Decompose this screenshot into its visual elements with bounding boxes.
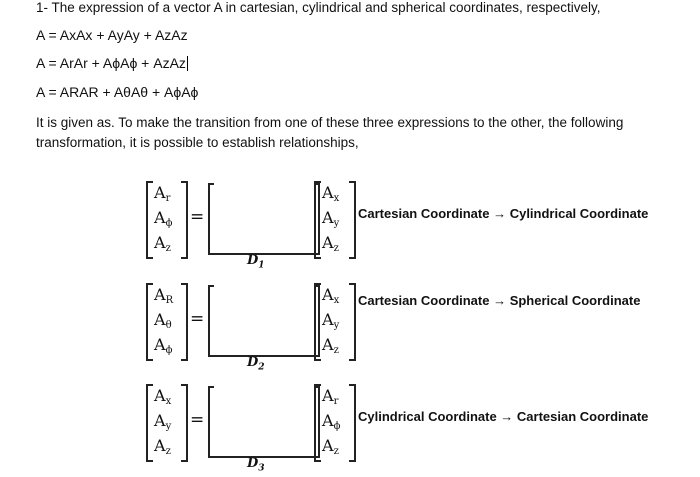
transform-label: Cylindrical Coordinate → Cartesian Coordinate	[358, 409, 649, 424]
equals-sign: =	[190, 309, 205, 329]
transform-block-1	[140, 181, 680, 271]
vector-component: $A_x$	[322, 183, 340, 204]
paragraph: It is given as. To make the transition from one of these three expressions to the other, the following transformation, it is possible to establish relationships,	[36, 115, 624, 150]
vector-component: $A_\theta$	[154, 310, 172, 331]
heading: 1- The expression of a vector A in cartesian, cylindrical and spherical coordinates, respectively,	[36, 0, 601, 15]
right-vector	[314, 181, 356, 259]
vector-component: $A_z$	[154, 233, 171, 254]
vector-component: $A_\phi$	[154, 335, 173, 356]
vector-component: $A_y$	[154, 411, 172, 432]
transform-block-3	[140, 384, 680, 474]
vector-component: $A_z$	[322, 335, 339, 356]
transform-block-2	[140, 283, 680, 373]
matrix-bracket	[208, 191, 320, 255]
matrix-bracket	[208, 293, 320, 357]
transform-label: Cartesian Coordinate → Cylindrical Coordinate	[358, 206, 649, 221]
vector-component: $A_z$	[322, 233, 339, 254]
matrix-label: $D_2$	[247, 355, 265, 373]
vector-component: $A_y$	[322, 310, 340, 331]
right-vector	[314, 283, 356, 361]
vector-component: $A_\phi$	[154, 208, 173, 229]
vector-component: $A_\phi$	[322, 411, 341, 432]
equals-sign: =	[190, 207, 205, 227]
vector-component: $A_z$	[154, 436, 171, 457]
equation-cartesian: A = AxAx + AyAy + AzAz	[36, 27, 188, 43]
right-vector	[314, 384, 356, 462]
left-vector	[146, 283, 188, 361]
vector-component: $A_x$	[154, 386, 172, 407]
vector-component: $A_y$	[322, 208, 340, 229]
matrix-bracket	[208, 394, 320, 458]
equation-text: A = ArAr + AϕAϕ + AzAz	[36, 55, 186, 71]
equation-spherical: A = ARAR + AθAθ + AϕAϕ	[36, 84, 199, 100]
matrix-label: $D_3$	[247, 456, 265, 474]
equals-sign: =	[190, 410, 205, 430]
left-vector	[146, 384, 188, 462]
left-vector	[146, 181, 188, 259]
vector-component: $A_r$	[322, 386, 339, 407]
matrix-label: $D_1$	[247, 253, 265, 271]
vector-component: $A_r$	[154, 183, 171, 204]
vector-component: $A_R$	[154, 285, 174, 306]
transform-label: Cartesian Coordinate → Spherical Coordinate	[358, 293, 641, 308]
vector-component: $A_x$	[322, 285, 340, 306]
text-cursor	[187, 56, 188, 71]
equation-cylindrical[interactable]	[36, 55, 188, 71]
vector-component: $A_z$	[322, 436, 339, 457]
